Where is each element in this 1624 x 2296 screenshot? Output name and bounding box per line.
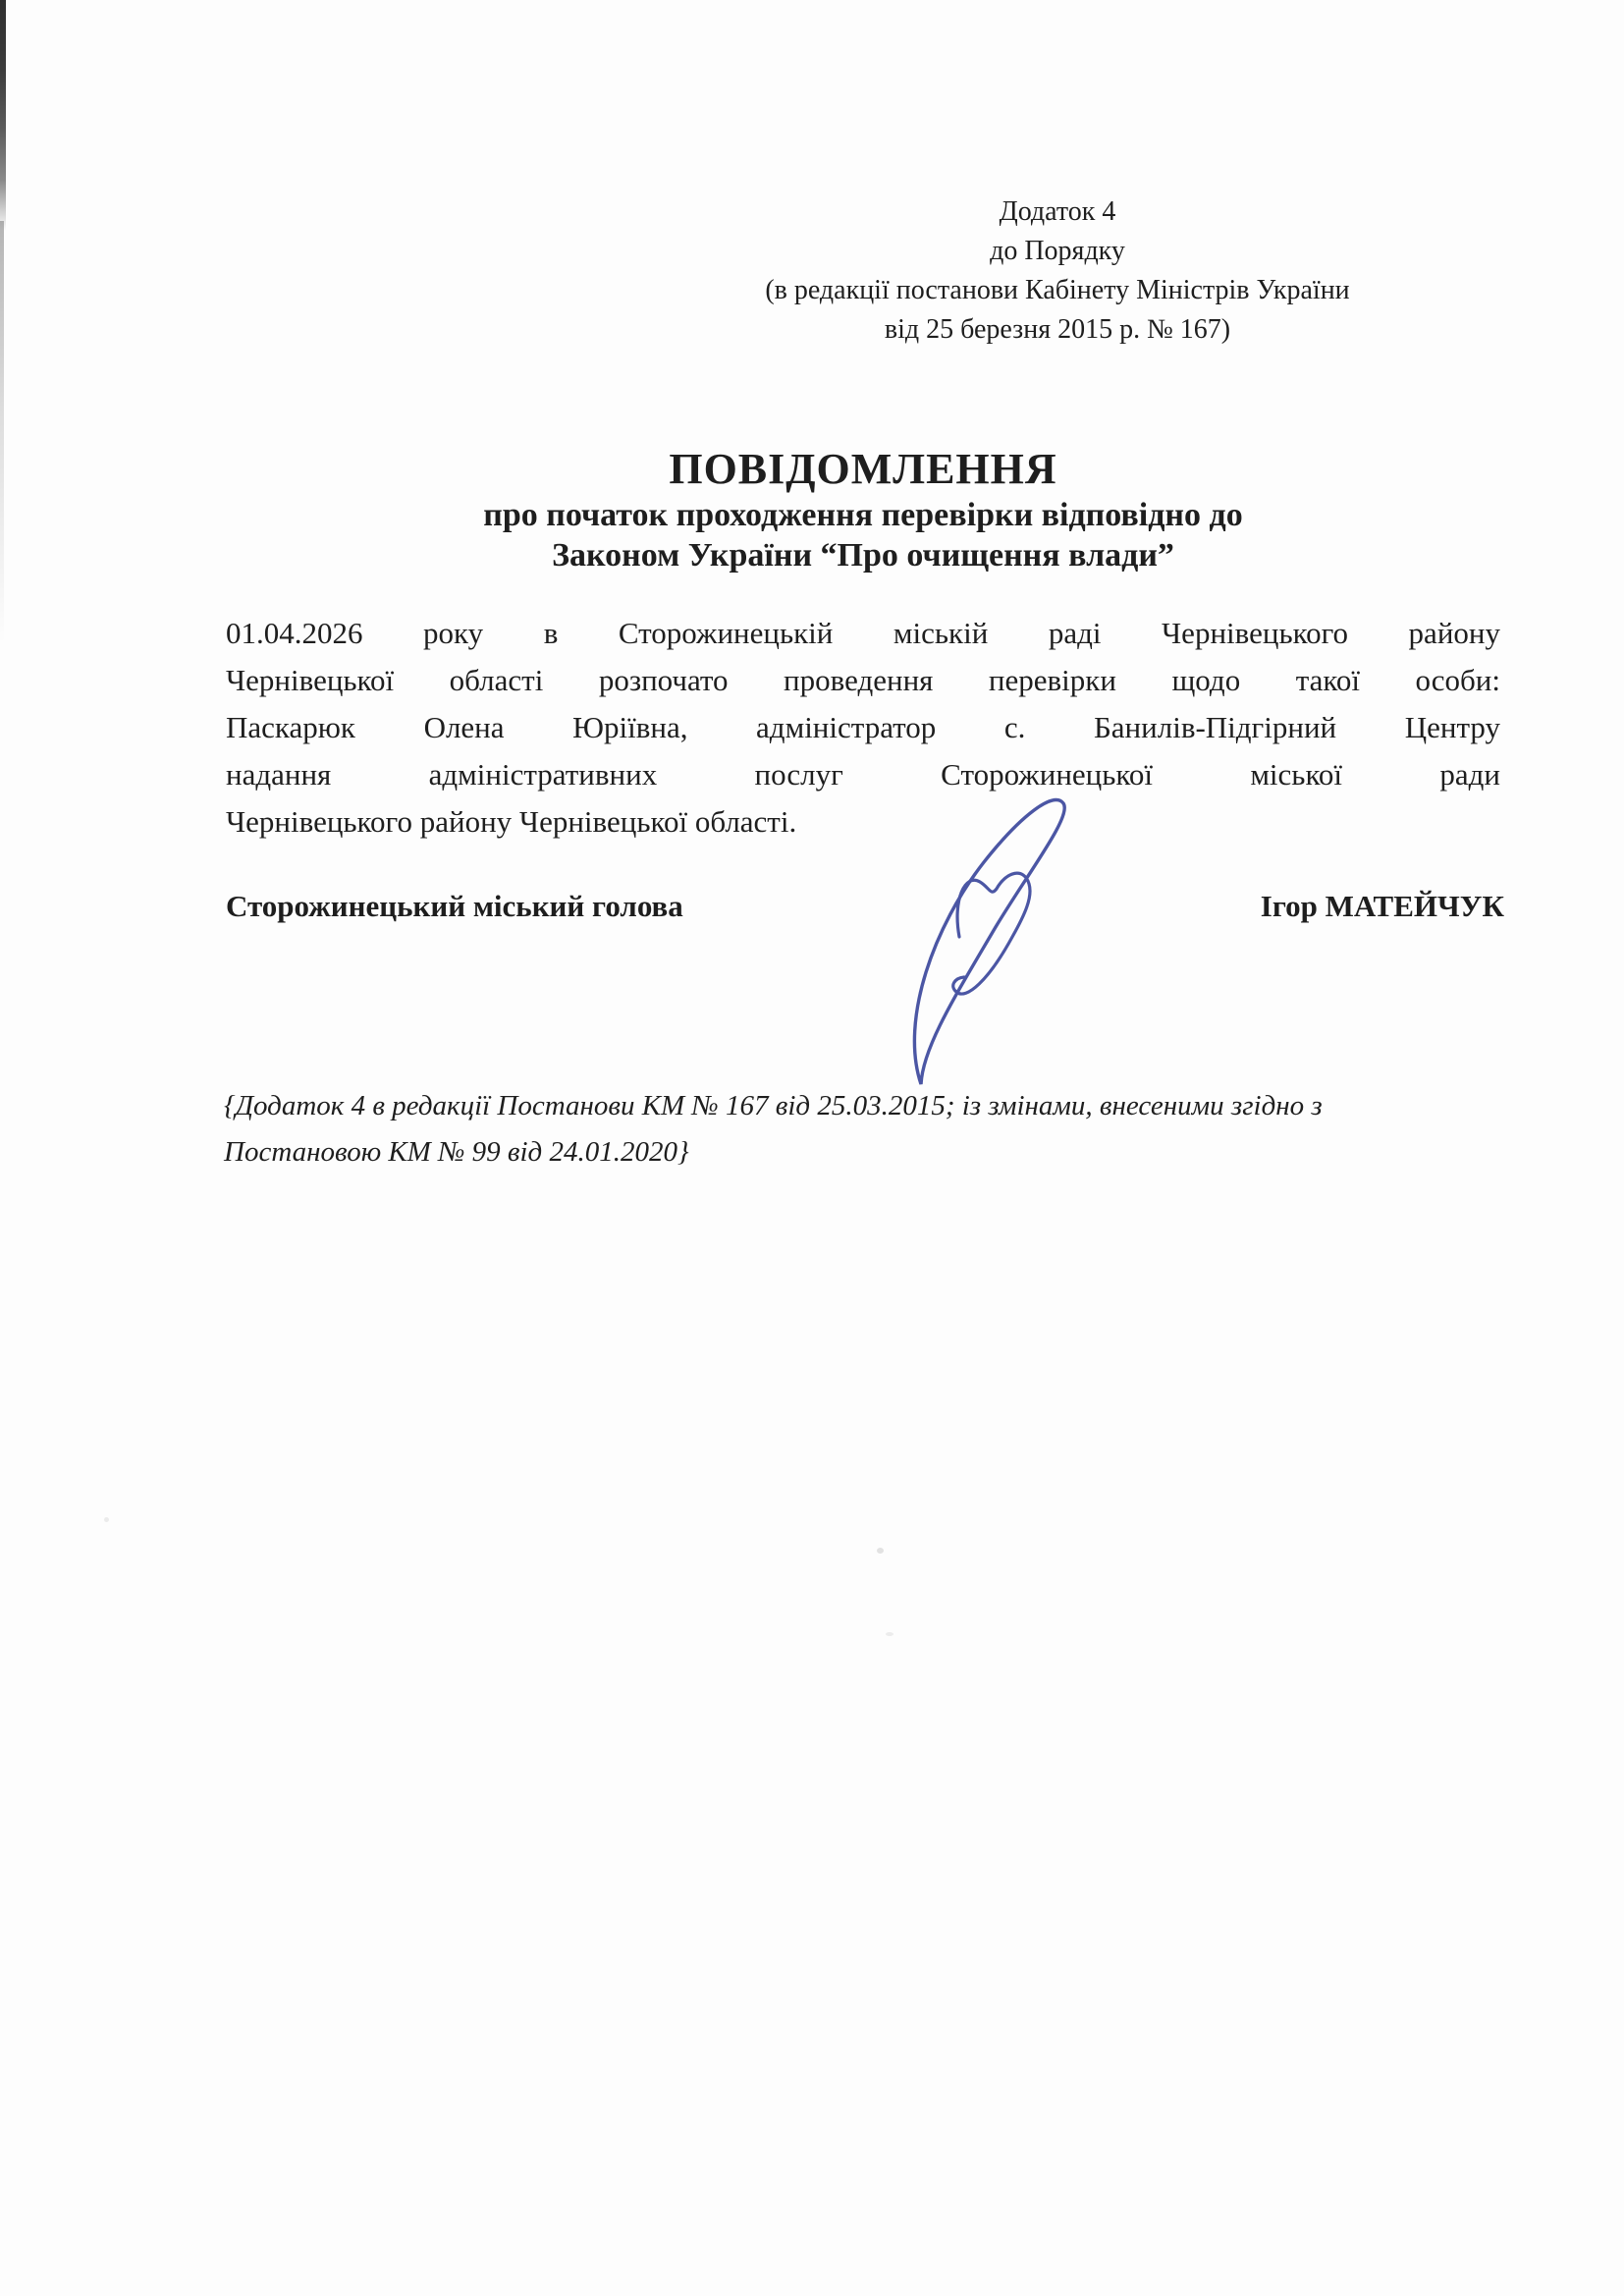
footnote-line-2: Постановою КМ № 99 від 24.01.2020} [224, 1136, 689, 1168]
signature-stroke-loop [914, 800, 1064, 1084]
body-line-2: Чернівецької області розпочато проведення перевірки щодо такої особи: [226, 663, 1500, 697]
title-subtitle-line-1: про початок проходження перевірки відповідно до [483, 497, 1243, 533]
body-line-5: Чернівецького району Чернівецької області. [226, 804, 797, 839]
body-line-4: надання адміністративних послуг Сторожинецької міської ради [226, 757, 1500, 792]
handwritten-signature-icon [839, 774, 1105, 1113]
official-position-label: Сторожинецький міський голова [226, 889, 683, 923]
annex-line-number: Додаток 4 [999, 196, 1116, 227]
document-title-block [226, 444, 1500, 575]
scan-edge-artifact-faint [0, 221, 4, 643]
annex-reference-block [709, 192, 1406, 350]
signatory-name: Ігор МАТЕЙЧУК [1260, 889, 1504, 923]
annex-line-edition: (в редакції постанови Кабінету Міністрів України [765, 275, 1350, 305]
annex-line-date: від 25 березня 2015 р. № 167) [884, 314, 1231, 345]
title-main: ПОВІДОМЛЕННЯ [669, 445, 1057, 493]
scan-noise-speck [877, 1548, 884, 1554]
scan-noise-speck [886, 1632, 893, 1636]
body-line-1: 01.04.2026 року в Сторожинецькій міській раді Чернівецького району [226, 616, 1500, 650]
body-line-3: Паскарюк Олена Юріївна, адміністратор с. Банилів-Підгірний Центру [226, 710, 1500, 744]
footnote-line-1: {Додаток 4 в редакції Постанови КМ № 167 від 25.03.2015; із змінами, внесеними згідно з [224, 1090, 1323, 1121]
scan-noise-speck [104, 1517, 109, 1522]
annex-line-order: до Порядку [990, 236, 1125, 266]
scan-edge-artifact [0, 0, 6, 231]
revision-footnote [224, 1083, 1510, 1175]
title-subtitle-line-2: Законом України “Про очищення влади” [552, 537, 1174, 574]
